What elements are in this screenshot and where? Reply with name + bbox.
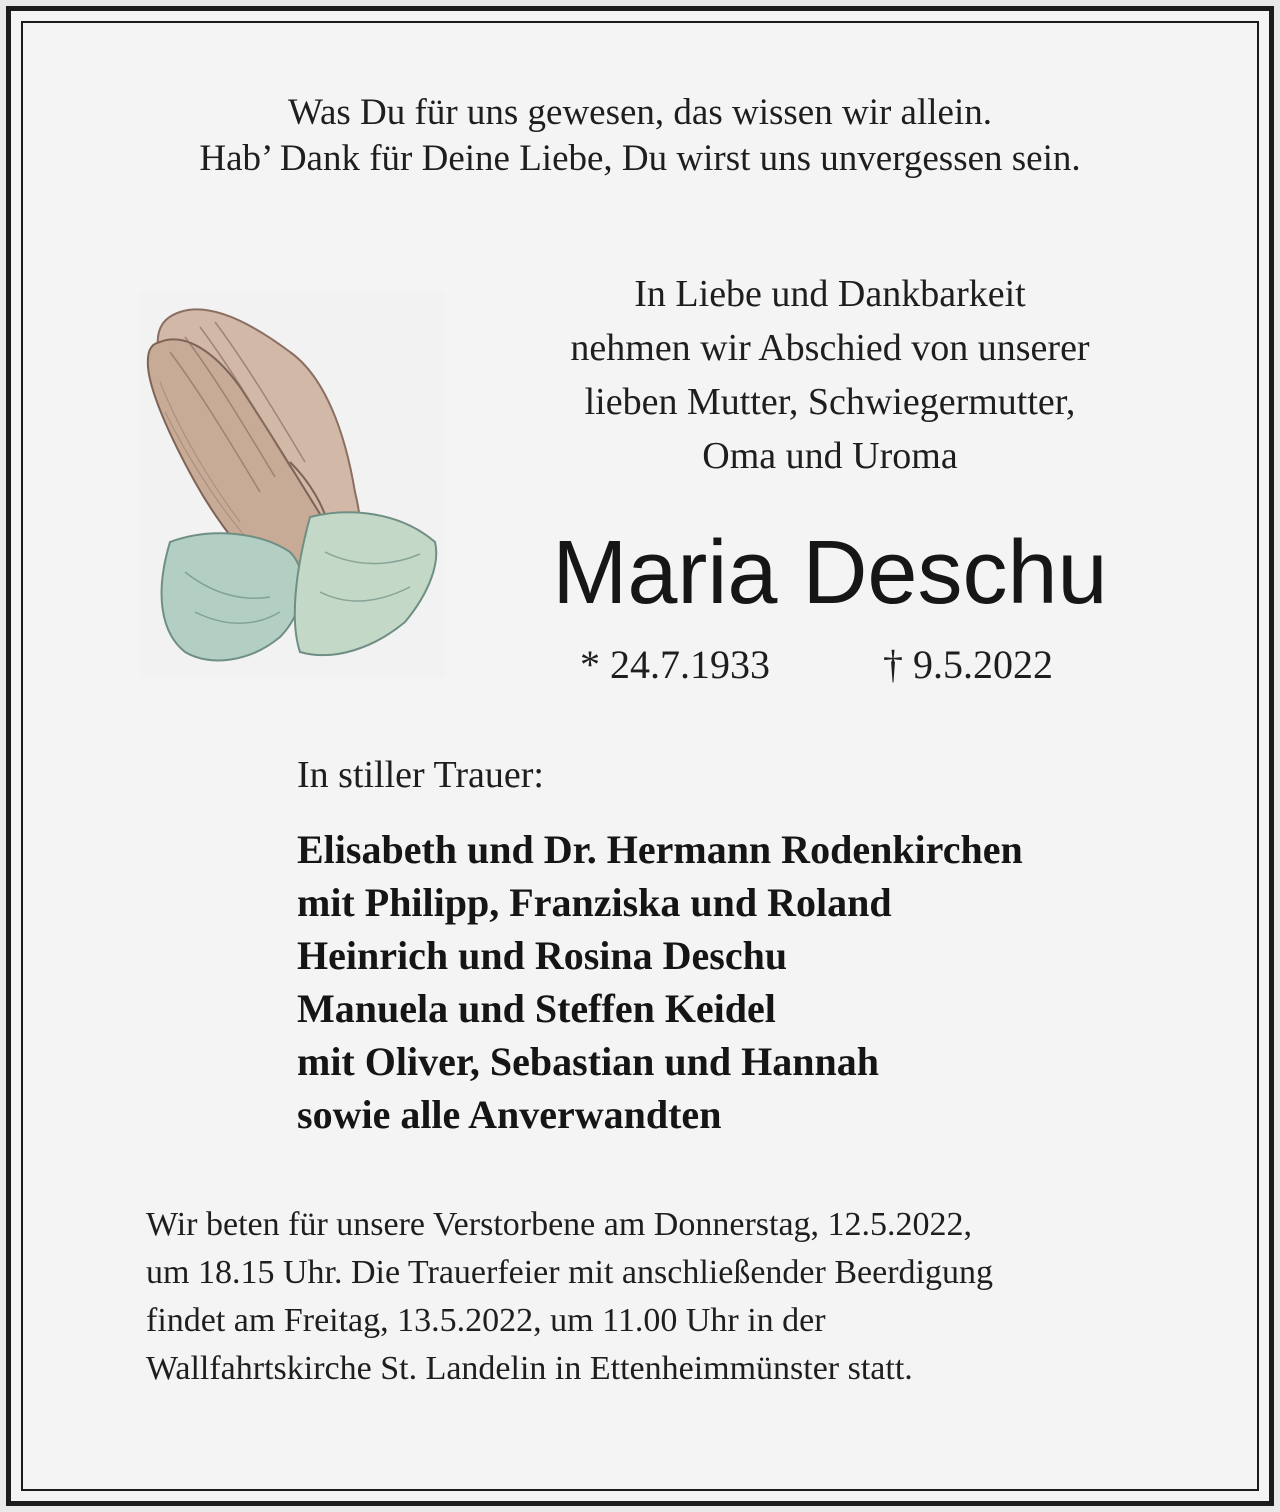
intro-line: nehmen wir Abschied von unserer [570,327,1090,369]
intro-text [500,267,1160,483]
service-notice [146,1201,993,1393]
notice-line: Wir beten für unsere Verstorbene am Donnerstag, 12.5.2022, [146,1206,973,1243]
mourner-line: Manuela und Steffen Keidel [297,986,776,1031]
praying-hands-icon [140,292,445,677]
mourner-line: mit Philipp, Franziska und Roland [297,880,892,925]
mourner-line: mit Oliver, Sebastian und Hannah [297,1039,880,1084]
notice-line: Wallfahrtskirche St. Landelin in Ettenheimmünster statt. [146,1350,913,1387]
notice-line: um 18.15 Uhr. Die Trauerfeier mit anschließender Beerdigung [146,1254,993,1291]
intro-line: lieben Mutter, Schwiegermutter, [584,381,1076,423]
notice-line: findet am Freitag, 13.5.2022, um 11.00 Uhr in der [146,1302,826,1339]
intro-line: Oma und Uroma [702,435,958,477]
motto-line: Hab’ Dank für Deine Liebe, Du wirst uns unvergessen sein. [199,138,1081,179]
mourner-line: Heinrich und Rosina Deschu [297,933,788,978]
life-dates [570,640,1110,690]
death-date: † 9.5.2022 [883,642,1053,687]
intro-line: In Liebe und Dankbarkeit [634,273,1026,315]
motto-line: Was Du für uns gewesen, das wissen wir allein. [288,92,992,133]
birth-date: * 24.7.1933 [580,642,770,687]
mourners-list [297,823,1023,1141]
motto [0,90,1280,182]
mourner-line: Elisabeth und Dr. Hermann Rodenkirchen [297,827,1023,872]
mourning-label: In stiller Trauer: [297,754,544,796]
deceased-name: Maria Deschu [552,523,1108,623]
mourner-line: sowie alle Anverwandten [297,1092,722,1137]
